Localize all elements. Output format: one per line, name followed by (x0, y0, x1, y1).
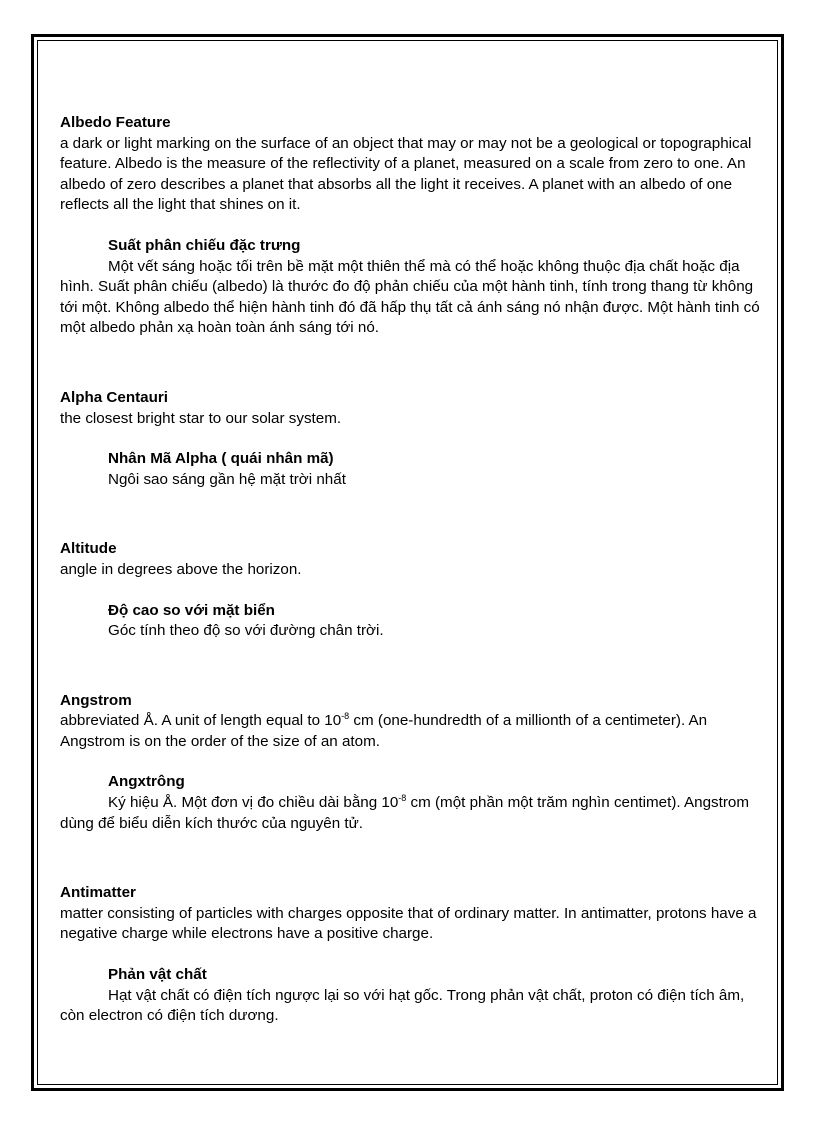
vi-definition-text-start: Ký hiệu Å. Một đơn vị đo chiều dài bằng 10 (108, 794, 399, 812)
glossary-entry-alpha-centauri (60, 388, 760, 490)
vietnamese-translation (60, 236, 760, 339)
entry-definition: angle in degrees above the horizon. (60, 560, 302, 578)
glossary-entry-antimatter (60, 883, 760, 1027)
vi-term: Phản vật chất (108, 966, 207, 984)
entry-definition: a dark or light marking on the surface of an object that may or may not be a geological or topographical feature. Albedo is the measure of the reflectivity of a planet, measured on a scale from zero to one. An albedo of zero describes a planet that absorbs all the light it receives. A planet with an albedo of one reflects all the light that shines on it. (60, 134, 752, 214)
vi-term: Suất phân chiếu đặc trưng (108, 236, 301, 254)
vietnamese-translation (60, 449, 760, 490)
vi-definition: Hạt vật chất có điện tích ngược lại so với hạt gốc. Trong phản vật chất, proton có điện tích âm, còn electron có điện tích dương. (60, 986, 745, 1025)
glossary-content (60, 113, 760, 1027)
vi-term: Nhân Mã Alpha ( quái nhân mã) (108, 450, 334, 468)
vi-definition-text-end: cm (một phần một trăm nghìn centimet). Angstrom dùng để biểu diễn kích thước của nguyên tử. (60, 794, 749, 832)
vi-definition: Một vết sáng hoặc tối trên bề mặt một thiên thể mà có thể hoặc không thuộc địa chất hoặc địa hình. Suất phân chiếu (albedo) là thước đo độ phản chiếu của một hành tinh, tính trong thang từ không tới một. Không albedo thể hiện hành tinh đó đã hấp thụ tất cả ánh sáng nó nhận được. Một hành tinh có một albedo phản xạ hoàn toàn ánh sáng tới nó. (60, 257, 760, 337)
vietnamese-translation (60, 965, 760, 1027)
entry-term: Alpha Centauri (60, 388, 169, 406)
vi-definition (60, 793, 760, 834)
definition-text-start: abbreviated Å. A unit of length equal to 10 (60, 712, 342, 730)
entry-term: Antimatter (60, 884, 136, 902)
glossary-entry-angstrom (60, 691, 760, 835)
vi-term: Độ cao so với mặt biển (108, 601, 275, 619)
entry-definition: matter consisting of particles with charges opposite that of ordinary matter. In antimatter, protons have a negative charge while electrons have a positive charge. (60, 904, 757, 943)
exponent: -8 (341, 711, 350, 722)
vietnamese-translation (60, 601, 760, 642)
definition-text-end: cm (one-hundredth of a millionth of a centimeter). An Angstrom is on the order of the size of an atom. (60, 712, 708, 750)
entry-term: Angstrom (60, 691, 132, 709)
vi-exponent: -8 (398, 793, 407, 804)
vi-definition: Ngôi sao sáng gần hệ mặt trời nhất (108, 470, 346, 488)
entry-term: Altitude (60, 540, 117, 558)
vi-definition: Góc tính theo độ so với đường chân trời. (108, 622, 384, 640)
vi-term: Angxtrông (108, 773, 185, 791)
vietnamese-translation (60, 772, 760, 834)
entry-definition (60, 711, 760, 752)
glossary-entry-altitude (60, 539, 760, 641)
entry-term: Albedo Feature (60, 114, 171, 131)
entry-definition: the closest bright star to our solar system. (60, 409, 342, 427)
glossary-entry-albedo-feature (60, 113, 760, 339)
